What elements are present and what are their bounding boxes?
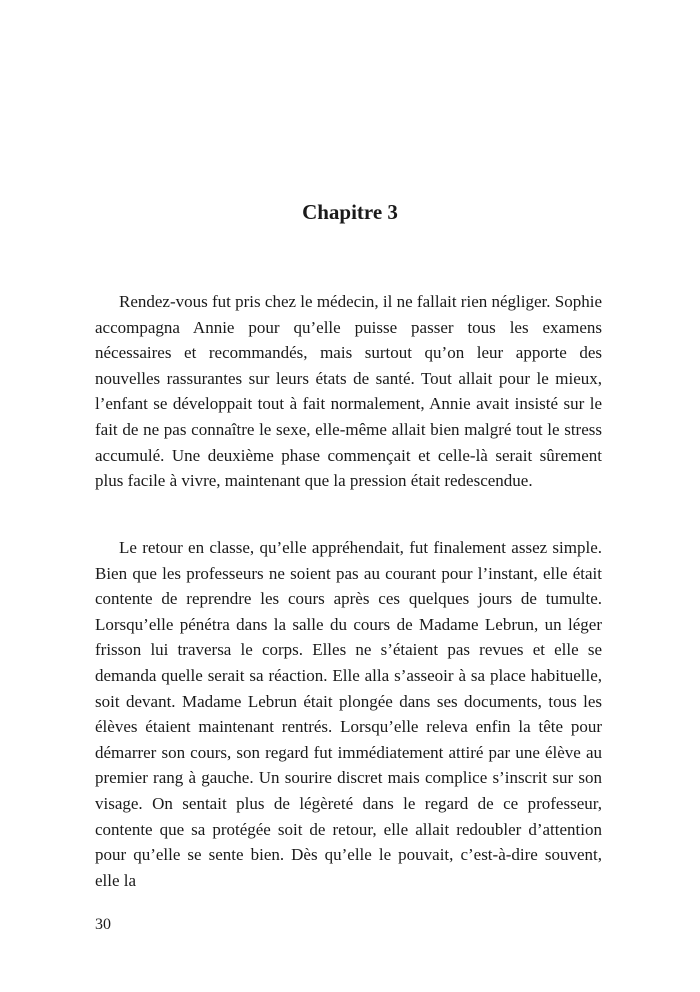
body-paragraph: Rendez-vous fut pris chez le médecin, il ne fallait rien négliger. Sophie accompagna Annie pour qu’elle puisse passer tous les examens nécessaires et recommandés, mais surtout qu’on leur apporte des nouvelles rassurantes sur leurs états de santé. Tout allait pour le mieux, l’enfant se développait tout à fait normalement, Annie avait insisté sur le fait de ne pas connaître le sexe, elle-même allait bien malgré tout le stress accumulé. Une deuxième phase commençait et celle-là serait sûrement plus facile à vivre, maintenant que la pression était redescendue. bbox=[95, 292, 602, 491]
chapter-title: Chapitre 3 bbox=[302, 200, 398, 224]
paragraph-block bbox=[95, 289, 602, 494]
paragraph-block bbox=[95, 535, 602, 893]
body-paragraph: Le retour en classe, qu’elle appréhendait, fut finalement assez simple. Bien que les professeurs ne soient pas au courant pour l’instant, elle était contente de reprendre les cours après ces quelques jours de tumulte. Lorsqu’elle pénétra dans la salle du cours de Madame Lebrun, un léger frisson lui traversa le corps. Elles ne s’étaient pas revues et elle se demanda quelle serait sa réaction. Elle alla s’asseoir à sa place habituelle, soit devant. Madame Lebrun était plongée dans ses documents, tous les élèves étaient maintenant rentrés. Lorsqu’elle releva enfin la tête pour démarrer son cours, son regard fut immédiatement attiré par une élève au premier rang à gauche. Un sourire discret mais complice s’inscrit sur son visage. On sentait plus de légèreté dans le regard de ce professeur, contente que sa protégée soit de retour, elle allait redoubler d’attention pour qu’elle se sente bien. Dès qu’elle le pouvait, c’est-à-dire souvent, elle la bbox=[95, 538, 602, 890]
page-number: 30 bbox=[95, 916, 111, 933]
